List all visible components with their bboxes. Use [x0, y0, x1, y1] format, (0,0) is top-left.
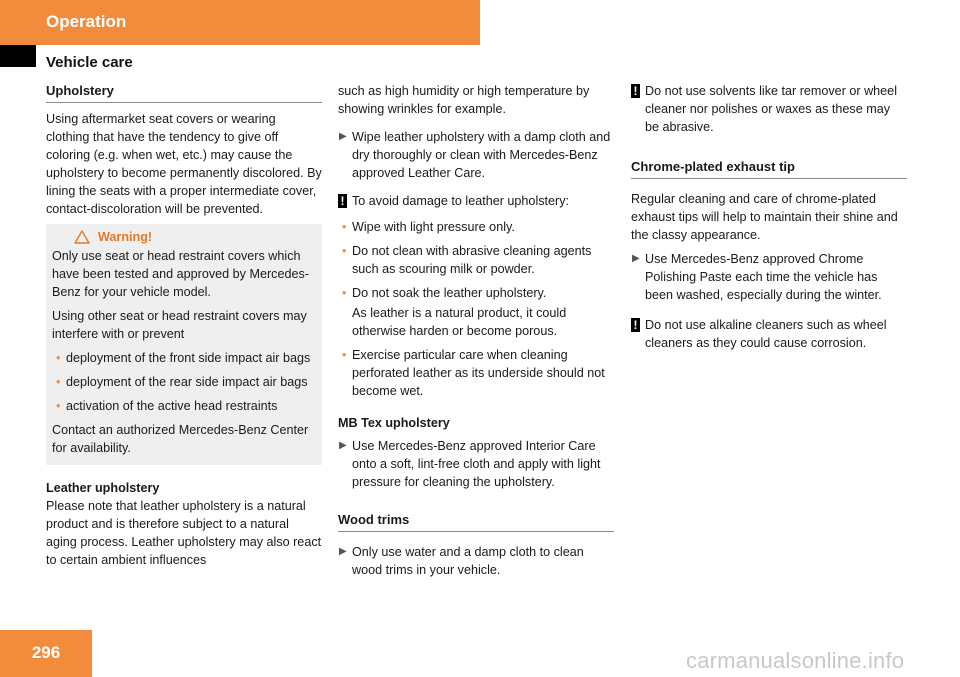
column-1 [46, 82, 322, 575]
chrome-paragraph: Regular cleaning and care of chrome-plated exhaust tips will help to maintain their shine and the classy appearance. [631, 192, 898, 242]
note-leather: ! To avoid damage to leather upholstery: [338, 192, 614, 210]
page-number: 296 [31, 643, 61, 662]
warning-bullet: • deployment of the rear side impact air bags [56, 375, 308, 389]
exclamation-icon: ! [631, 318, 640, 332]
heading-chrome-exhaust: Chrome-plated exhaust tip [631, 158, 907, 179]
instruction-step: ▶ Use Mercedes-Benz approved Chrome Polishing Paste each time the vehicle has been washed, especially during the winter. [632, 252, 882, 302]
warning-triangle-icon [74, 230, 90, 244]
instruction-step: ▶ Use Mercedes-Benz approved Interior Care onto a soft, lint-free cloth and apply with light pressure for cleaning the upholstery. [339, 439, 601, 489]
note-bullet-detail: As leather is a natural product, it could otherwise harden or become porous. [352, 306, 567, 338]
column-3 [631, 82, 907, 360]
arrow-icon: ▶ [632, 253, 640, 264]
heading-upholstery: Upholstery [46, 82, 322, 103]
column-2 [338, 82, 614, 585]
warning-bullet: • deployment of the front side impact air bags [56, 351, 311, 365]
arrow-icon: ▶ [339, 546, 347, 557]
instruction-step: ▶ Wipe leather upholstery with a damp cloth and dry thoroughly or clean with Mercedes-Benz approved Leather Care. [339, 130, 611, 180]
note-bullet: • Do not soak the leather upholstery. [342, 286, 547, 300]
warning-paragraph-2: Using other seat or head restraint covers may interfere with or prevent [52, 309, 307, 341]
note-solvents: ! Do not use solvents like tar remover or wheel cleaner nor polishes or waxes as these may be abrasive. [631, 82, 907, 136]
heading-leather-upholstery: Leather upholstery [46, 481, 160, 495]
instruction-step: ▶ Only use water and a damp cloth to clean wood trims in your vehicle. [339, 545, 584, 577]
leather-paragraph-continued: such as high humidity or high temperature by showing wrinkles for example. [338, 84, 590, 116]
leather-paragraph: Please note that leather upholstery is a natural product and is therefore subject to a natural aging process. Leather upholstery may also react to certain ambient influences [46, 499, 322, 567]
note-bullet: • Do not clean with abrasive cleaning agents such as scouring milk or powder. [342, 244, 592, 276]
exclamation-icon: ! [338, 194, 347, 208]
warning-heading [52, 228, 316, 246]
upholstery-paragraph: Using aftermarket seat covers or wearing clothing that have the tendency to give off coloring (e.g. when wet, etc.) may cause the upholstery to become permanently discolored. By lining the seats with a proper intermediate cover, contact-discoloration will be prevented. [46, 112, 322, 216]
warning-bullet: • activation of the active head restraints [56, 399, 278, 413]
warning-paragraph-3: Contact an authorized Mercedes-Benz Center for availability. [52, 423, 309, 455]
note-alkaline: ! Do not use alkaline cleaners such as wheel cleaners as they could cause corrosion. [631, 316, 907, 352]
warning-box [46, 224, 322, 465]
arrow-icon: ▶ [339, 440, 347, 451]
heading-wood-trims: Wood trims [338, 511, 614, 532]
watermark-text: carmanualsonline.info [686, 648, 905, 673]
exclamation-icon: ! [631, 84, 640, 98]
warning-paragraph-1: Only use seat or head restraint covers which have been tested and approved by Mercedes-Benz for your vehicle model. [52, 249, 309, 299]
section-title: Operation [46, 12, 127, 31]
arrow-icon: ▶ [339, 131, 347, 142]
note-bullet: • Wipe with light pressure only. [342, 220, 515, 234]
heading-mb-tex: MB Tex upholstery [338, 416, 450, 430]
page-number-box [0, 630, 92, 677]
section-tab [0, 0, 480, 45]
page-title: Vehicle care [46, 54, 133, 71]
warning-title: Warning! [98, 230, 153, 244]
note-bullet: • Exercise particular care when cleaning perforated leather as its underside should not become wet. [342, 348, 605, 398]
header-marker [0, 45, 36, 67]
